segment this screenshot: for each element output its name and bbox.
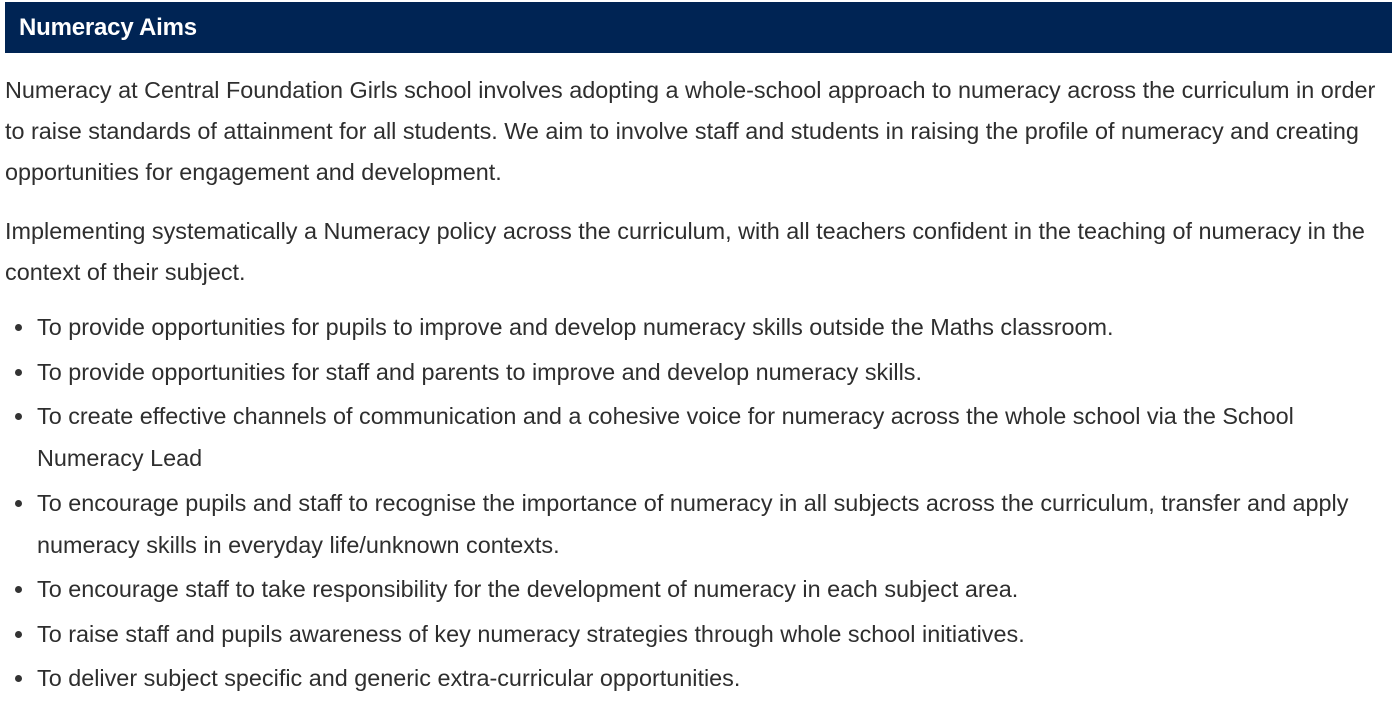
bullet-icon — [15, 413, 22, 420]
aim-text: To encourage staff to take responsibility for the development of numeracy in each subject area. — [37, 576, 1019, 602]
intro-paragraph: Numeracy at Central Foundation Girls school involves adopting a whole-school approach to numeracy across the curriculum in order to raise standards of attainment for all students. We aim to involve staff and students in raising the profile of numeracy and creating opportunities for engagement and development. — [5, 77, 1376, 185]
list-item — [5, 395, 1392, 479]
bullet-icon — [15, 631, 22, 638]
section-header-bar — [5, 2, 1392, 53]
policy-paragraph: Implementing systematically a Numeracy policy across the curriculum, with all teachers confident in the teaching of numeracy in the context of their subject. — [5, 218, 1365, 285]
aim-text: To provide opportunities for staff and parents to improve and develop numeracy skills. — [37, 358, 922, 385]
aim-text: To deliver subject specific and generic extra-curricular opportunities. — [37, 665, 741, 691]
list-item — [5, 351, 1392, 393]
bullet-icon — [15, 586, 22, 593]
bullet-icon — [15, 500, 22, 507]
list-item — [5, 613, 1392, 655]
list-item — [5, 568, 1392, 610]
bullet-icon — [15, 369, 22, 376]
list-item — [5, 306, 1392, 348]
list-item — [5, 657, 1392, 699]
section-title: Numeracy Aims — [19, 13, 197, 41]
aim-text: To create effective channels of communication and a cohesive voice for numeracy across the whole school via the School Numeracy Lead — [37, 403, 1294, 471]
aims-list — [5, 306, 1392, 699]
bullet-icon — [15, 675, 22, 682]
bullet-icon — [15, 324, 22, 331]
aim-text: To raise staff and pupils awareness of key numeracy strategies through whole school initiatives. — [37, 620, 1025, 647]
aim-text: To provide opportunities for pupils to improve and develop numeracy skills outside the Maths classroom. — [37, 314, 1114, 340]
list-item — [5, 482, 1392, 566]
aim-text: To encourage pupils and staff to recognise the importance of numeracy in all subjects across the curriculum, transfer and apply numeracy skills in everyday life/unknown contexts. — [37, 489, 1349, 558]
